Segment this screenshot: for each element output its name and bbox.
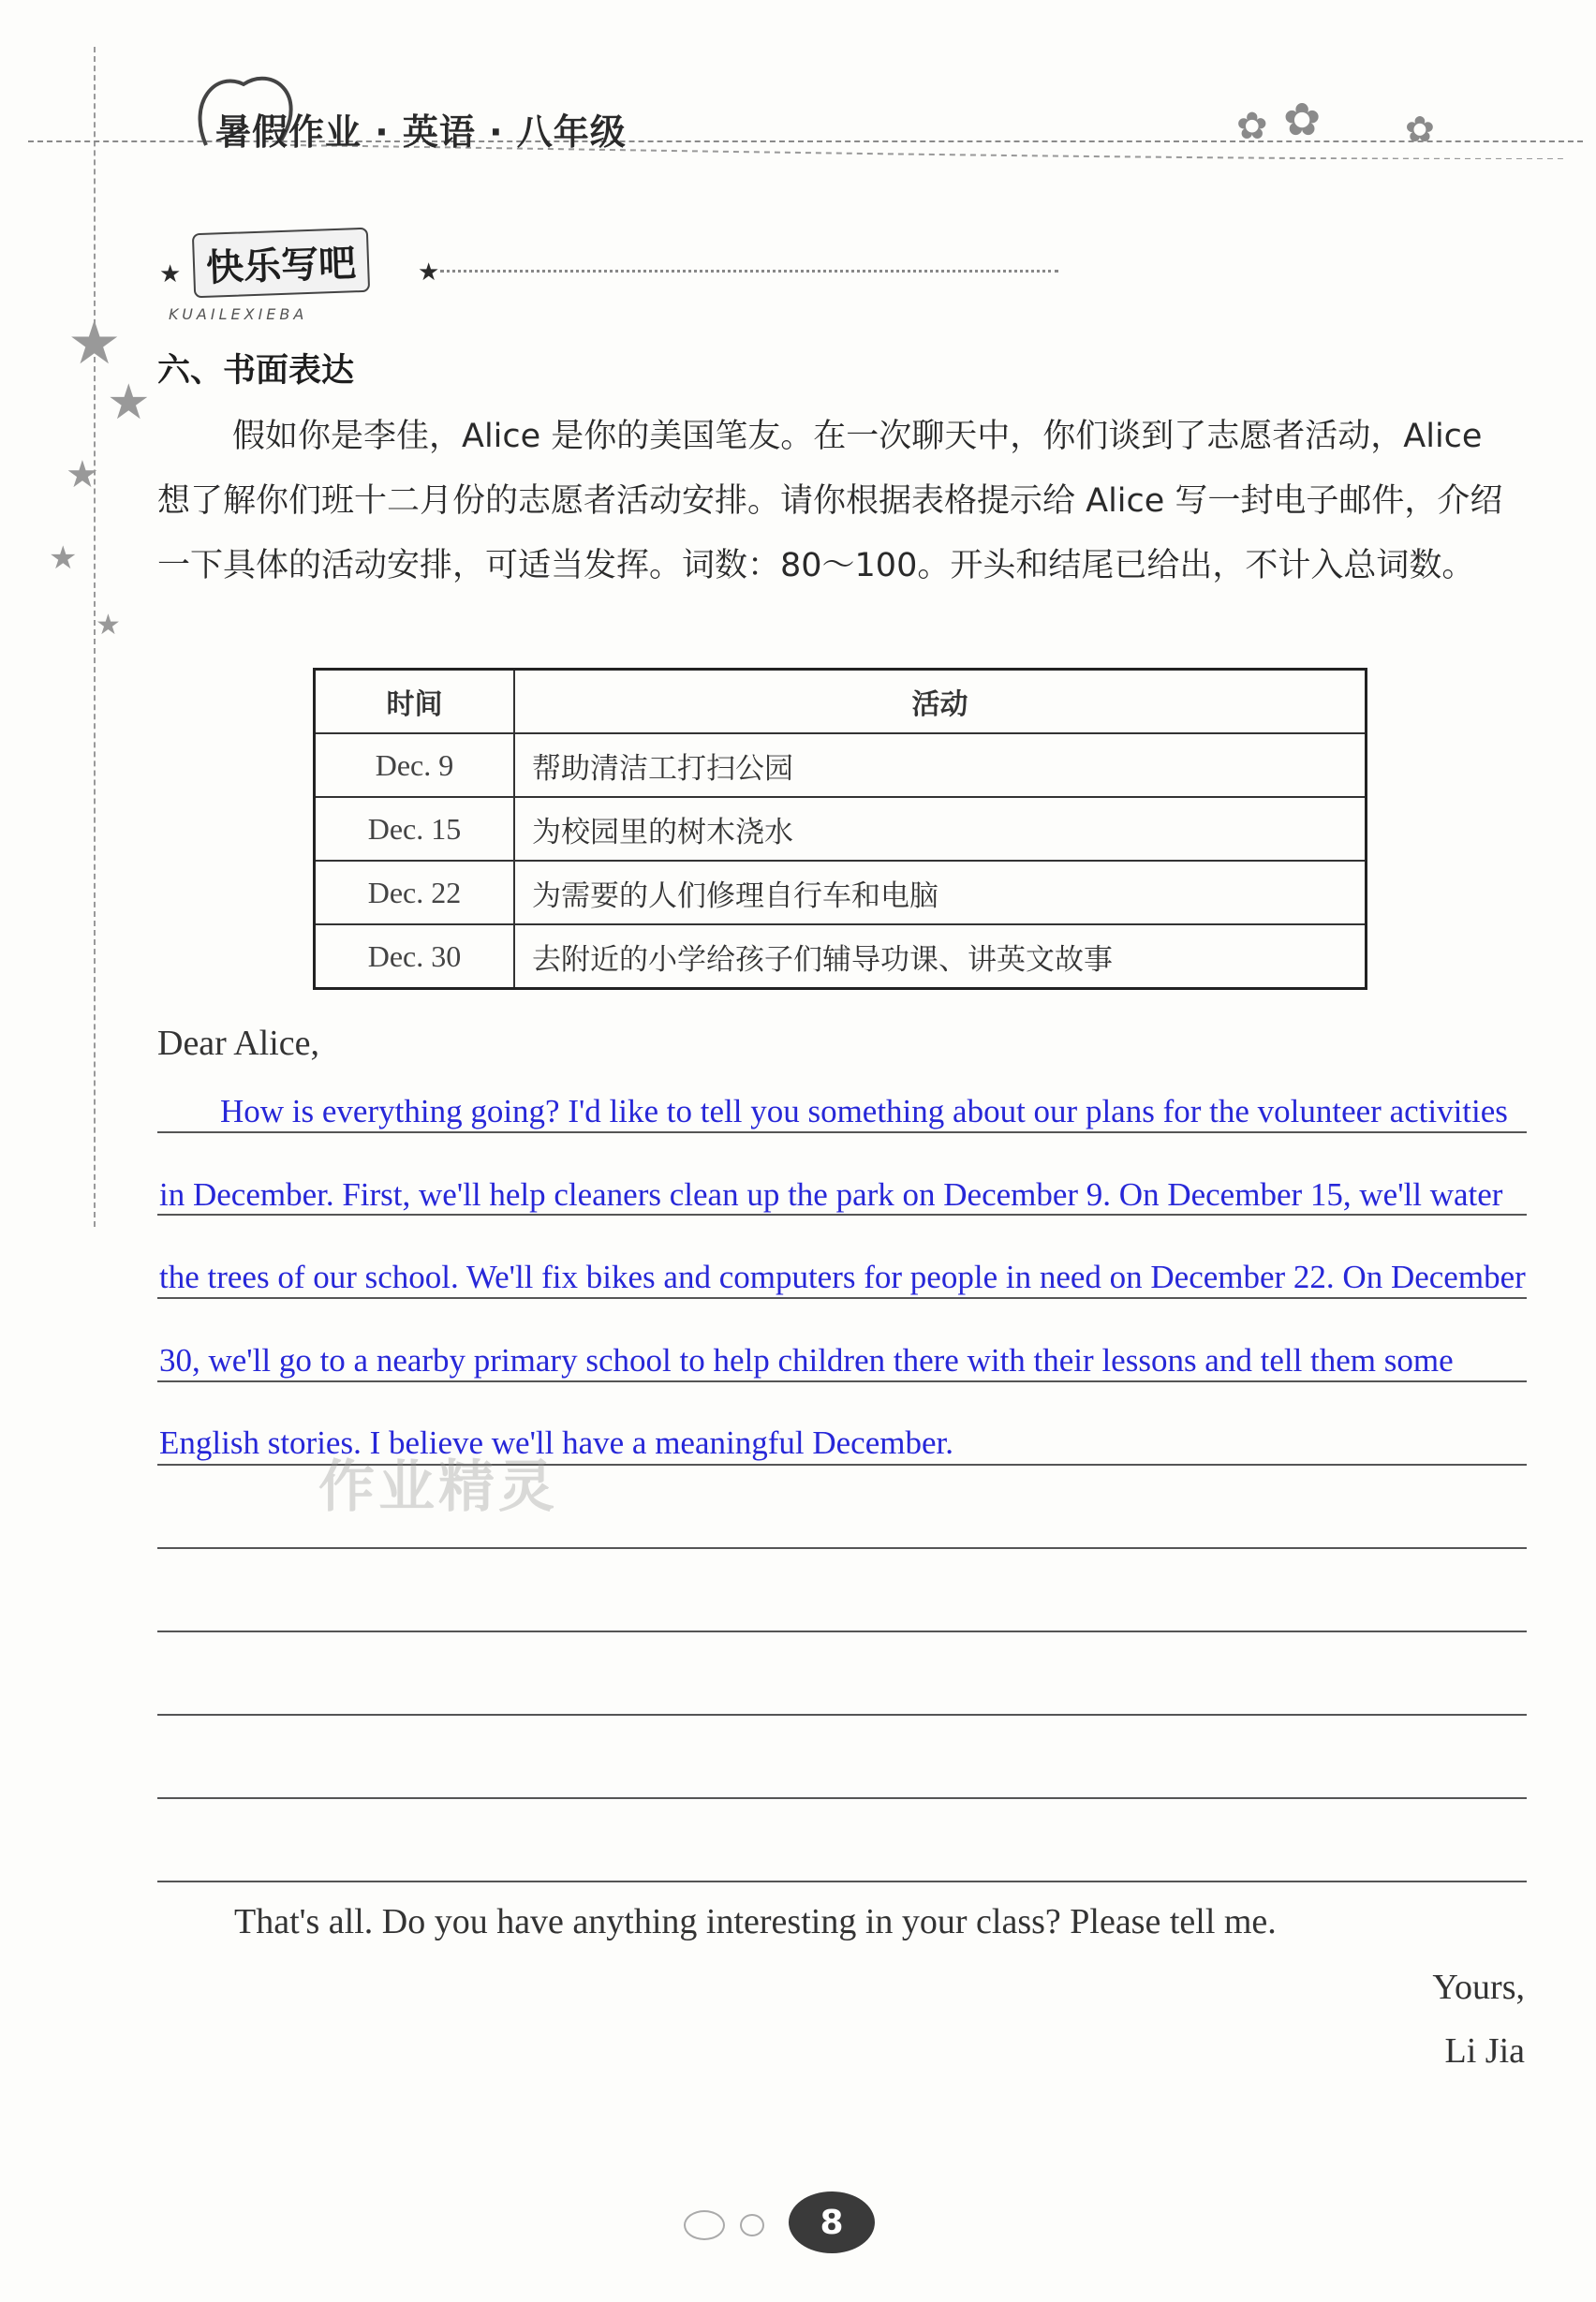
instructions bbox=[157, 405, 1525, 598]
section-badge-subtitle: KUAILEXIEBA bbox=[169, 305, 308, 323]
page-number-decoration bbox=[684, 2210, 725, 2240]
section-badge bbox=[193, 230, 369, 295]
flower-icon: ✿ bbox=[1236, 105, 1268, 148]
writing-line bbox=[157, 1881, 1527, 1882]
page-number-decoration bbox=[740, 2214, 764, 2236]
cell-activity: 去附近的小学给孩子们辅导功课、讲英文故事 bbox=[514, 924, 1367, 989]
star-icon: ★ bbox=[67, 309, 122, 378]
writing-line bbox=[157, 1714, 1527, 1716]
star-icon: ★ bbox=[49, 539, 78, 577]
writing-line bbox=[157, 1547, 1527, 1549]
flower-icon: ✿ bbox=[1283, 94, 1322, 146]
table-row bbox=[315, 797, 1367, 861]
section-title: 六、书面表达 bbox=[157, 352, 355, 390]
star-icon: ★ bbox=[418, 258, 440, 287]
cell-date: Dec. 15 bbox=[315, 797, 515, 861]
column-header-time: 时间 bbox=[315, 670, 515, 734]
column-header-activity: 活动 bbox=[514, 670, 1367, 734]
header-title: 暑假作业 · 英语 · 八年级 bbox=[215, 111, 627, 153]
cell-activity: 为需要的人们修理自行车和电脑 bbox=[514, 861, 1367, 924]
cell-date: Dec. 9 bbox=[315, 733, 515, 797]
star-icon: ★ bbox=[66, 453, 99, 496]
table-row bbox=[315, 733, 1367, 797]
star-icon: ★ bbox=[107, 375, 151, 431]
letter-sign-off: Yours, bbox=[1432, 1968, 1525, 2007]
table-header-row bbox=[315, 670, 1367, 734]
watermark: 作业精灵 bbox=[318, 1454, 558, 1520]
section-badge-label: 快乐写吧 bbox=[192, 228, 370, 299]
table-row bbox=[315, 924, 1367, 989]
schedule-table bbox=[313, 668, 1367, 990]
cell-activity: 帮助清洁工打扫公园 bbox=[514, 733, 1367, 797]
handwritten-answer: How is everything going? I'd like to tell you something about our plans for the volunteer activities in December. First, we'll help cleaners clean up the park on December 9. On December 15, we'll water the trees of our school. We'll fix bikes and computers for people in need on December 22. On December 30, we'll go to a nearby primary school to help children there with their lessons and tell them some English stories. I believe we'll have a meaningful December. bbox=[159, 1093, 1526, 1462]
cell-date: Dec. 30 bbox=[315, 924, 515, 989]
page-number: 8 bbox=[789, 2191, 875, 2253]
letter-closing: That's all. Do you have anything interesting in your class? Please tell me. bbox=[234, 1902, 1277, 1941]
cell-date: Dec. 22 bbox=[315, 861, 515, 924]
table-row bbox=[315, 861, 1367, 924]
writing-line bbox=[157, 1797, 1527, 1799]
cell-activity: 为校园里的树木浇水 bbox=[514, 797, 1367, 861]
star-icon: ★ bbox=[96, 609, 121, 642]
letter-greeting: Dear Alice, bbox=[157, 1024, 320, 1063]
flower-icon: ✿ bbox=[1405, 109, 1435, 150]
writing-line bbox=[157, 1631, 1527, 1632]
star-icon: ★ bbox=[159, 260, 182, 288]
instructions-text: 假如你是李佳，Alice 是你的美国笔友。在一次聊天中，你们谈到了志愿者活动，Alice 想了解你们班十二月份的志愿者活动安排。请你根据表格提示给 Alice 写一封电子邮件，介绍一下具体的活动安排，可适当发挥。词数：80～100。开头和结尾已给出，不计入总词数。 bbox=[157, 418, 1503, 584]
badge-dotted-rule bbox=[440, 270, 1058, 273]
letter-signature: Li Jia bbox=[1444, 2031, 1525, 2071]
